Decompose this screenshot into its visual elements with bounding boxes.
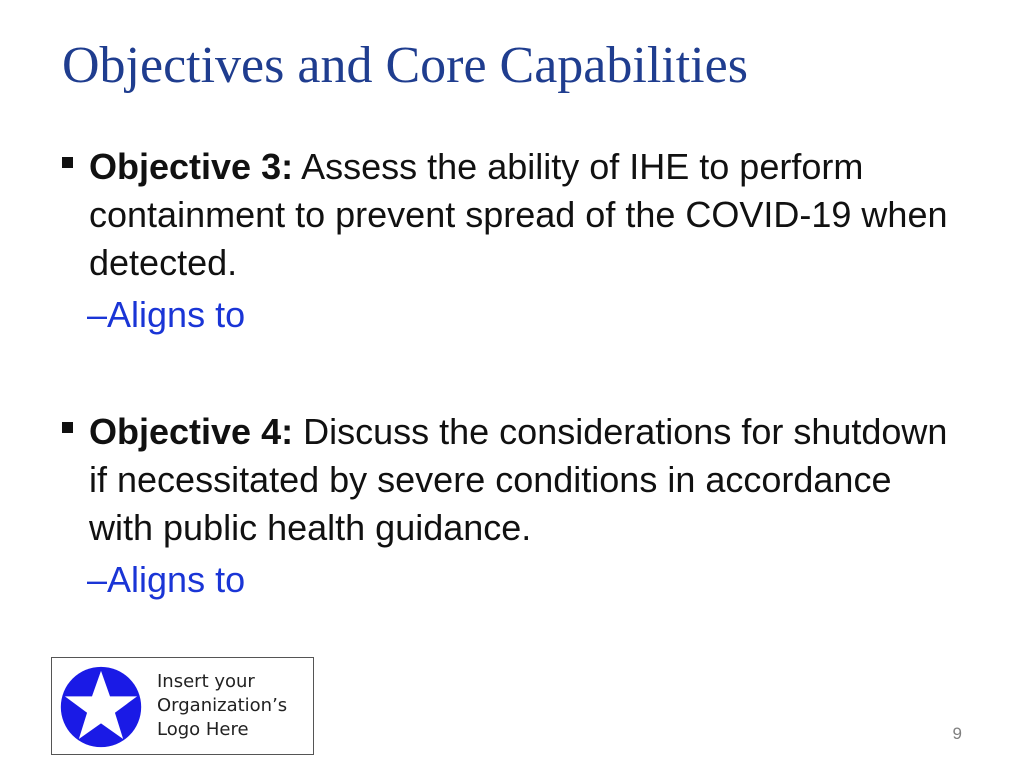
objective-4-aligns-to-text: Aligns to <box>107 559 246 600</box>
objective-3-label: Objective 3: <box>89 146 294 187</box>
star-logo-icon <box>60 666 142 748</box>
slide-title: Objectives and Core Capabilities <box>62 37 748 94</box>
logo-placeholder-text <box>157 670 287 742</box>
objective-4-bullet <box>62 408 962 552</box>
square-bullet-icon <box>62 422 73 433</box>
objective-3-block <box>62 143 962 337</box>
logo-text-line-2: Organization’s <box>157 695 288 716</box>
objective-4-text: Discuss the considerations for shutdown if necessitated by severe conditions in accordance with public health guidance. <box>89 411 948 548</box>
logo-text-line-3: Logo Here <box>157 719 249 740</box>
logo-text-line-1: Insert your <box>157 671 255 692</box>
objective-4-label: Objective 4: <box>89 411 294 452</box>
dash-icon: – <box>87 559 108 600</box>
objective-3-bullet <box>62 143 962 287</box>
objective-4-block <box>62 408 962 602</box>
logo-placeholder <box>51 657 314 755</box>
objective-4-aligns-to <box>62 558 962 602</box>
objective-3-text: Assess the ability of IHE to perform containment to prevent spread of the COVID-19 when detected. <box>89 146 948 283</box>
page-number: 9 <box>952 724 962 743</box>
objective-3-aligns-to-text: Aligns to <box>107 294 246 335</box>
square-bullet-icon <box>62 157 73 168</box>
dash-icon: – <box>87 294 108 335</box>
objective-3-aligns-to <box>62 293 962 337</box>
